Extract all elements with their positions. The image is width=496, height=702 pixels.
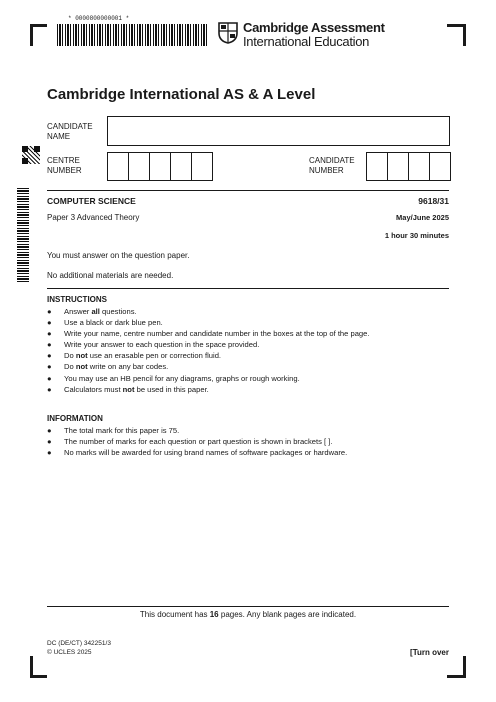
side-barcode: [17, 186, 29, 282]
instructions-list: [47, 306, 370, 395]
list-item: [47, 361, 370, 372]
list-item: [47, 350, 370, 361]
candidate-name-field[interactable]: [107, 116, 450, 146]
divider-middle: [47, 288, 449, 289]
instructions-heading: INSTRUCTIONS: [47, 295, 107, 304]
centre-number-field[interactable]: [107, 152, 213, 181]
label-line: NUMBER: [47, 166, 82, 175]
digit-box[interactable]: [409, 153, 430, 180]
item-text: Use a black or dark blue pen.: [64, 318, 163, 328]
label-line: NAME: [47, 132, 71, 141]
top-barcode: [57, 24, 207, 46]
digit-box[interactable]: [192, 153, 212, 180]
bullet-icon: ●: [47, 426, 52, 435]
candidate-number-field[interactable]: [366, 152, 451, 181]
turn-over-label: [Turn over: [410, 648, 449, 657]
crop-mark-bottom-right-v: [463, 656, 466, 678]
digit-box[interactable]: [171, 153, 192, 180]
bullet-icon: ●: [47, 318, 52, 328]
information-heading: INFORMATION: [47, 414, 103, 423]
page-count: 16: [209, 610, 219, 619]
bullet-icon: ●: [47, 373, 52, 383]
divider-top: [47, 190, 449, 191]
crop-mark-top-right-v: [463, 24, 466, 46]
candidate-number-label: [309, 156, 355, 176]
logo-text-line1: Cambridge Assessment: [243, 20, 385, 35]
label-line: CANDIDATE: [309, 156, 355, 165]
bullet-icon: ●: [47, 307, 52, 316]
page-title: Cambridge International AS & A Level: [47, 86, 316, 103]
bullet-icon: ●: [47, 384, 52, 394]
item-text: use an erasable pen or correction fluid.: [87, 351, 222, 361]
document-reference: DC (DE/CT) 342251/3: [47, 640, 111, 647]
list-item: [47, 306, 370, 317]
logo-text-line2: International Education: [243, 34, 370, 49]
bullet-icon: ●: [47, 351, 52, 361]
list-item: [47, 328, 370, 339]
crop-mark-top-left-v: [30, 24, 33, 46]
item-text: Write your answer to each question in the space provided.: [64, 340, 260, 350]
bullet-icon: ●: [47, 362, 52, 372]
item-text: questions.: [99, 307, 137, 316]
item-text: Write your name, centre number and candidate number in the boxes at the top of the page.: [64, 329, 370, 339]
item-text: The number of marks for each question or part question is shown in brackets [ ].: [64, 437, 333, 447]
digit-box[interactable]: [108, 153, 129, 180]
list-item: [47, 384, 370, 395]
item-emphasis: all: [91, 307, 100, 316]
information-list: [47, 425, 347, 458]
barcode-number: * 0000800000001 *: [68, 15, 130, 22]
bullet-icon: ●: [47, 329, 52, 339]
label-line: CANDIDATE: [47, 122, 93, 131]
paper-title: Paper 3 Advanced Theory: [47, 213, 140, 222]
exam-duration: 1 hour 30 minutes: [384, 231, 449, 240]
list-item: [47, 317, 370, 328]
digit-box[interactable]: [129, 153, 150, 180]
item-text: Calculators must: [64, 384, 123, 394]
page-count-note: [0, 610, 496, 619]
item-text: Do: [64, 362, 76, 372]
digit-box[interactable]: [430, 153, 450, 180]
bullet-icon: ●: [47, 437, 52, 447]
item-text: The total mark for this paper is 75.: [64, 426, 180, 435]
item-text: Answer: [64, 307, 92, 316]
paper-code: 9618/31: [418, 196, 449, 206]
digit-box[interactable]: [150, 153, 171, 180]
exam-session: May/June 2025: [396, 213, 449, 222]
footer-text: pages. Any blank pages are indicated.: [218, 610, 357, 619]
digit-box[interactable]: [367, 153, 388, 180]
item-text: You may use an HB pencil for any diagrams, graphs or rough working.: [64, 373, 300, 383]
crop-mark-bottom-left-v: [30, 656, 33, 678]
cambridge-crest-icon: [218, 22, 238, 44]
item-emphasis: not: [122, 384, 135, 394]
item-emphasis: not: [75, 362, 88, 372]
label-line: CENTRE: [47, 156, 80, 165]
item-text: write on any bar codes.: [87, 362, 169, 372]
candidate-name-label: [47, 122, 93, 142]
centre-number-label: [47, 156, 82, 176]
item-text: Do: [64, 351, 76, 361]
bullet-icon: ●: [47, 448, 52, 458]
subject-name: COMPUTER SCIENCE: [47, 196, 136, 206]
list-item: [47, 339, 370, 350]
bullet-icon: ●: [47, 340, 52, 350]
item-text: be used in this paper.: [134, 384, 209, 394]
copyright: © UCLES 2025: [47, 649, 92, 656]
item-emphasis: not: [75, 351, 88, 361]
qr-code: [22, 146, 40, 164]
item-text: No marks will be awarded for using brand names of software packages or hardware.: [64, 448, 348, 458]
label-line: NUMBER: [309, 166, 344, 175]
divider-footer: [47, 606, 449, 607]
digit-box[interactable]: [388, 153, 409, 180]
list-item: [47, 373, 370, 384]
list-item: [47, 447, 347, 458]
list-item: [47, 425, 347, 436]
footer-text: This document has: [139, 610, 210, 619]
materials-note: No additional materials are needed.: [47, 271, 174, 280]
list-item: [47, 436, 347, 447]
answer-note: You must answer on the question paper.: [47, 251, 190, 260]
